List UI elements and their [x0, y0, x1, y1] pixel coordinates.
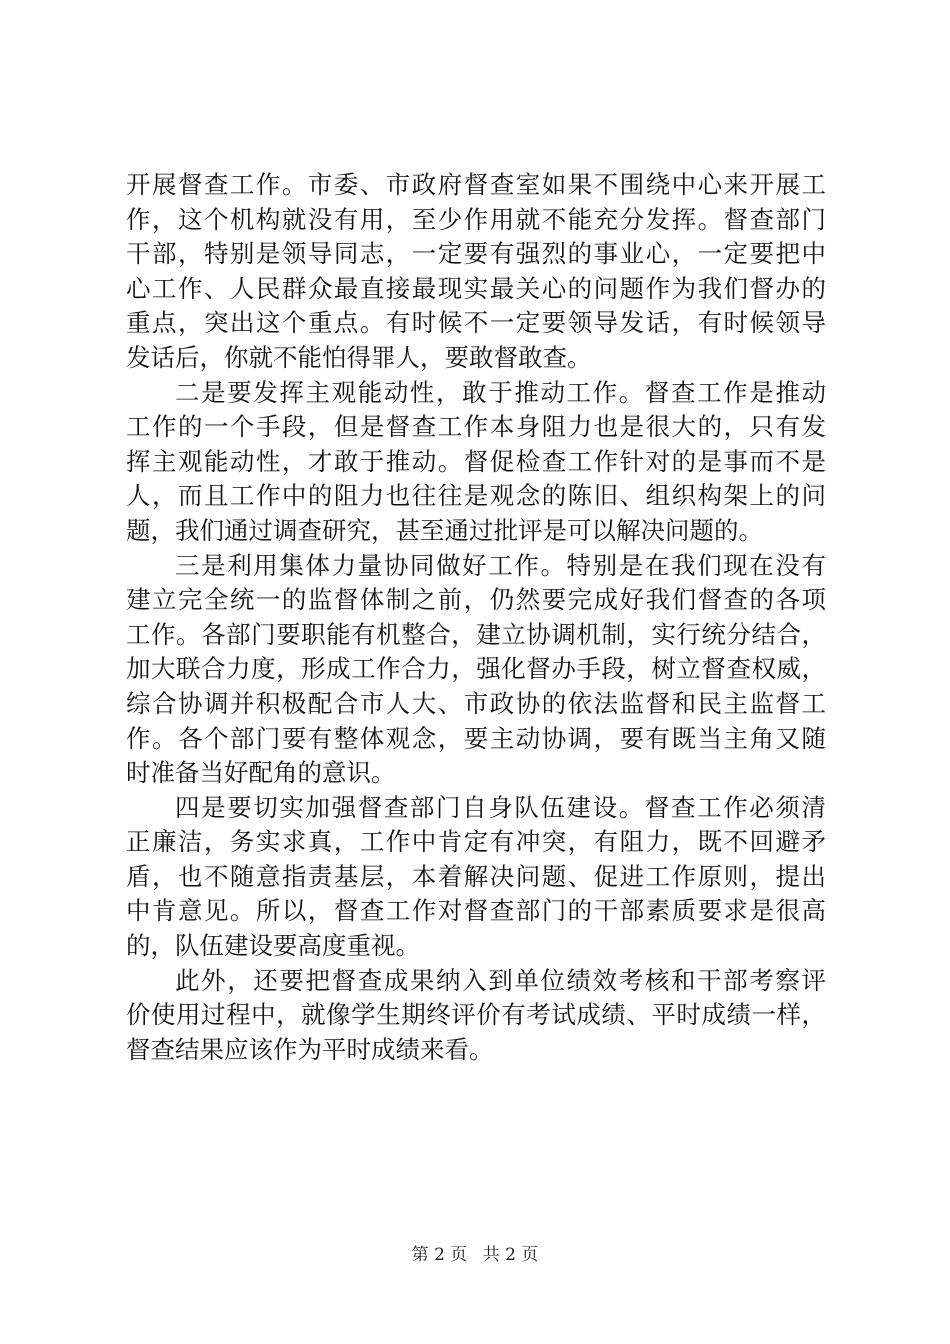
text-line: 中肯意见。所以，督查工作对督查部门的干部素质要求是很高: [126, 896, 826, 926]
text-line: 工作的一个手段，但是督查工作本身阻力也是很大的，只有发: [126, 412, 826, 442]
text-line: 价使用过程中，就像学生期终评价有考试成绩、平时成绩一样，: [126, 1000, 826, 1030]
text-line: 正廉洁，务实求真，工作中肯定有冲突，有阻力，既不回避矛: [126, 827, 826, 857]
text-line: 作，这个机构就没有用，至少作用就不能充分发挥。督查部门: [126, 204, 826, 234]
text-line: 督查结果应该作为平时成绩来看。: [126, 1034, 494, 1064]
page-footer: [0, 1243, 950, 1267]
document-body: [126, 168, 826, 1067]
text-line: 发话后，你就不能怕得罪人，要敢督敢查。: [126, 342, 592, 372]
text-line: 三是利用集体力量协同做好工作。特别是在我们现在没有: [175, 550, 826, 580]
text-line: 挥主观能动性，才敢于推动。督促检查工作针对的是事而不是: [126, 446, 826, 476]
text-line: 心工作、人民群众最直接最现实最关心的问题作为我们督办的: [126, 273, 826, 303]
page-number: 第 2 页: [411, 1245, 468, 1265]
text-line: 四是要切实加强督查部门自身队伍建设。督查工作必须清: [175, 792, 826, 822]
text-line: 二是要发挥主观能动性，敢于推动工作。督查工作是推动: [175, 377, 826, 407]
text-line: 人，而且工作中的阻力也往往是观念的陈旧、组织构架上的问: [126, 481, 826, 511]
text-line: 建立完全统一的监督体制之前，仍然要完成好我们督查的各项: [126, 585, 826, 615]
text-line: 加大联合力度，形成工作合力，强化督办手段，树立督查权威，: [126, 654, 826, 684]
text-line: 干部，特别是领导同志，一定要有强烈的事业心，一定要把中: [126, 239, 826, 269]
text-line: 综合协调并积极配合市人大、市政协的依法监督和民主监督工: [126, 688, 826, 718]
text-line: 题，我们通过调查研究，甚至通过批评是可以解决问题的。: [126, 515, 763, 545]
text-line: 此外，还要把督查成果纳入到单位绩效考核和干部考察评: [175, 965, 826, 995]
text-line: 重点，突出这个重点。有时候不一定要领导发话，有时候领导: [126, 308, 826, 338]
text-line: 时准备当好配角的意识。: [126, 758, 396, 788]
text-line: 盾，也不随意指责基层，本着解决问题、促进工作原则，提出: [126, 861, 826, 891]
text-line: 作。各个部门要有整体观念，要主动协调，要有既当主角又随: [126, 723, 826, 753]
text-line: 工作。各部门要职能有机整合，建立协调机制，实行统分结合，: [126, 619, 826, 649]
text-line: 的，队伍建设要高度重视。: [126, 931, 420, 961]
text-line: 开展督查工作。市委、市政府督查室如果不围绕中心来开展工: [126, 170, 826, 199]
page-total: 共 2 页: [482, 1245, 539, 1265]
